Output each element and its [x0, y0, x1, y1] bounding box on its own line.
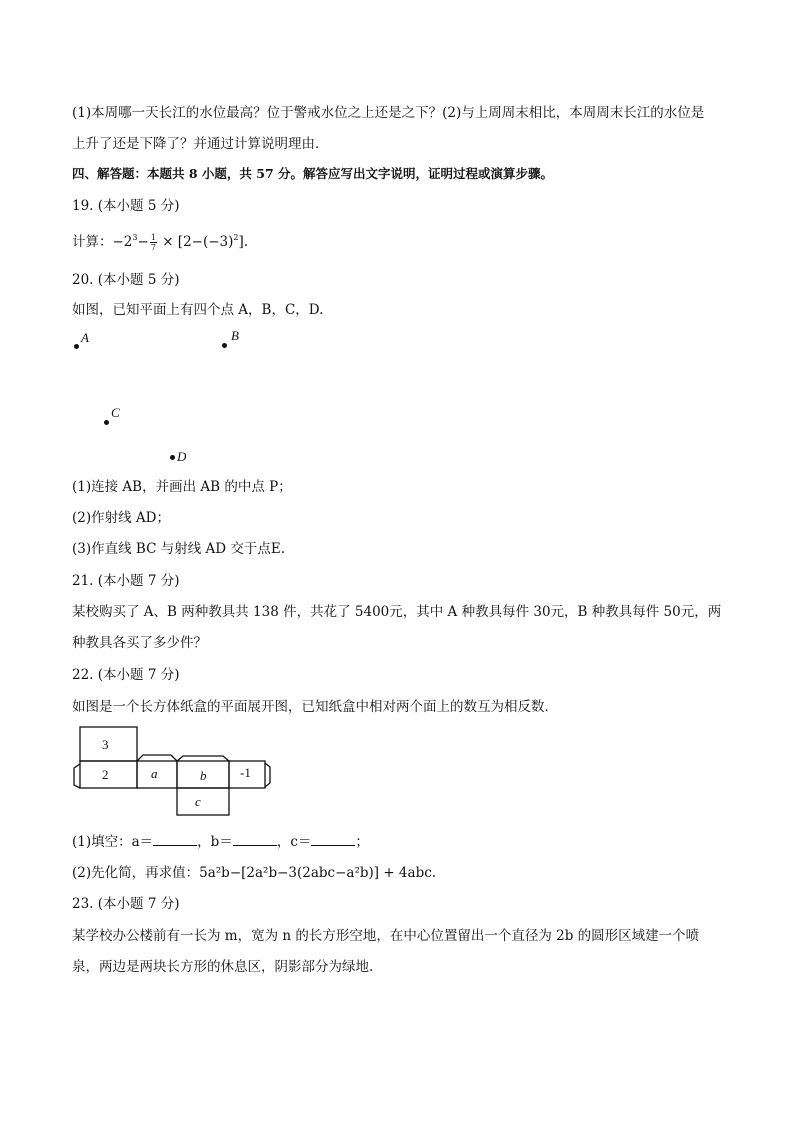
point-c-label: C: [111, 405, 120, 420]
q21-line-1: 某校购买了 A、B 两种教具共 138 件，共花了 5400元，其中 A 种教具每件 30元，B 种教具每件 50元，两: [72, 604, 722, 620]
q19-exp2: 2: [233, 233, 239, 242]
q19-prefix: 计算：−2: [72, 234, 133, 250]
q20-part1: (1)连接 AB，并画出 AB 的中点 P；: [72, 479, 292, 495]
q19-suffix: ].: [238, 234, 249, 250]
q21-header: 21. (本小题 7 分): [72, 573, 180, 589]
q22-part1: [72, 832, 369, 852]
q20-part3: (3)作直线 BC 与射线 AD 交于点E.: [72, 541, 286, 557]
q19-header: 19. (本小题 5 分): [72, 198, 180, 214]
net-face-2: [80, 761, 137, 788]
intro-line-2: 上升了还是下降了？并通过计算说明理由．: [72, 136, 329, 152]
q22-fill-prefix: (1)填空：a＝: [72, 834, 154, 850]
intro-line-1: (1)本周哪一天长江的水位最高？位于警戒水位之上还是之下？(2)与上周周末相比，本周周末长江的水位是: [72, 105, 705, 121]
q23-line-1: 某学校办公楼前有一长为 m，宽为 n 的长方形空地，在中心位置留出一个直径为 2b 的圆形区域建一个喷: [72, 928, 700, 944]
blank-a[interactable]: [153, 833, 197, 846]
q22-text: 如图是一个长方体纸盒的平面展开图，已知纸盒中相对两个面上的数互为相反数．: [72, 699, 558, 715]
q21-line-2: 种教具各买了多少件？: [72, 635, 207, 651]
q22-fill-b: ，b＝: [197, 834, 233, 850]
point-b-dot: [222, 343, 227, 348]
point-c-dot: [104, 420, 109, 425]
q22-fill-end: ；: [355, 834, 369, 850]
net-face-3: [80, 727, 137, 761]
q19-fraction: [150, 233, 157, 252]
point-a-label: A: [81, 330, 89, 345]
q23-header: 23. (本小题 7 分): [72, 896, 180, 912]
q20-part2: (2)作射线 AD；: [72, 510, 170, 526]
net-face-c: [177, 788, 229, 815]
net-label-a: a: [151, 766, 158, 781]
net-label-2: 2: [102, 767, 109, 782]
blank-b[interactable]: [233, 833, 277, 846]
q20-text: 如图，已知平面上有四个点 A，B，C，D.: [72, 302, 324, 318]
q19-expression: [72, 232, 248, 252]
q22-part2: (2)先化简，再求值：5a²b−[2a²b−3(2abc−a²b)] + 4abc.: [72, 865, 437, 881]
q19-frac-den: 7: [150, 243, 156, 252]
point-d-dot: [170, 455, 175, 460]
net-label-c: c: [195, 794, 201, 809]
point-a-dot: [74, 344, 79, 349]
q23-line-2: 泉，两边是两块长方形的休息区，阴影部分为绿地.: [72, 959, 374, 975]
q19-frac-num: 1: [150, 233, 156, 242]
q20-header: 20. (本小题 5 分): [72, 272, 180, 288]
net-flap-right: [265, 763, 270, 787]
q19-times: × [2−(−3): [157, 234, 234, 250]
section-title: 四、解答题：本题共 8 小题，共 57 分。解答应写出文字说明，证明过程或演算步骤。: [72, 166, 554, 181]
net-label-b: b: [200, 768, 207, 783]
net-label-3: 3: [102, 737, 109, 752]
net-flap-a-top: [137, 755, 177, 761]
q22-header: 22. (本小题 7 分): [72, 667, 180, 683]
q22-fill-c: ，c＝: [276, 834, 312, 850]
net-label-neg1: -1: [240, 765, 251, 780]
point-b-label: B: [231, 328, 239, 343]
q19-minus: −: [137, 234, 149, 250]
point-d-label: D: [177, 449, 187, 464]
q19-exp1: 3: [132, 233, 138, 242]
blank-c[interactable]: [311, 833, 355, 846]
net-flap-b-top: [177, 756, 229, 761]
net-flap-left: [74, 764, 80, 788]
box-net-figure: [70, 722, 275, 818]
